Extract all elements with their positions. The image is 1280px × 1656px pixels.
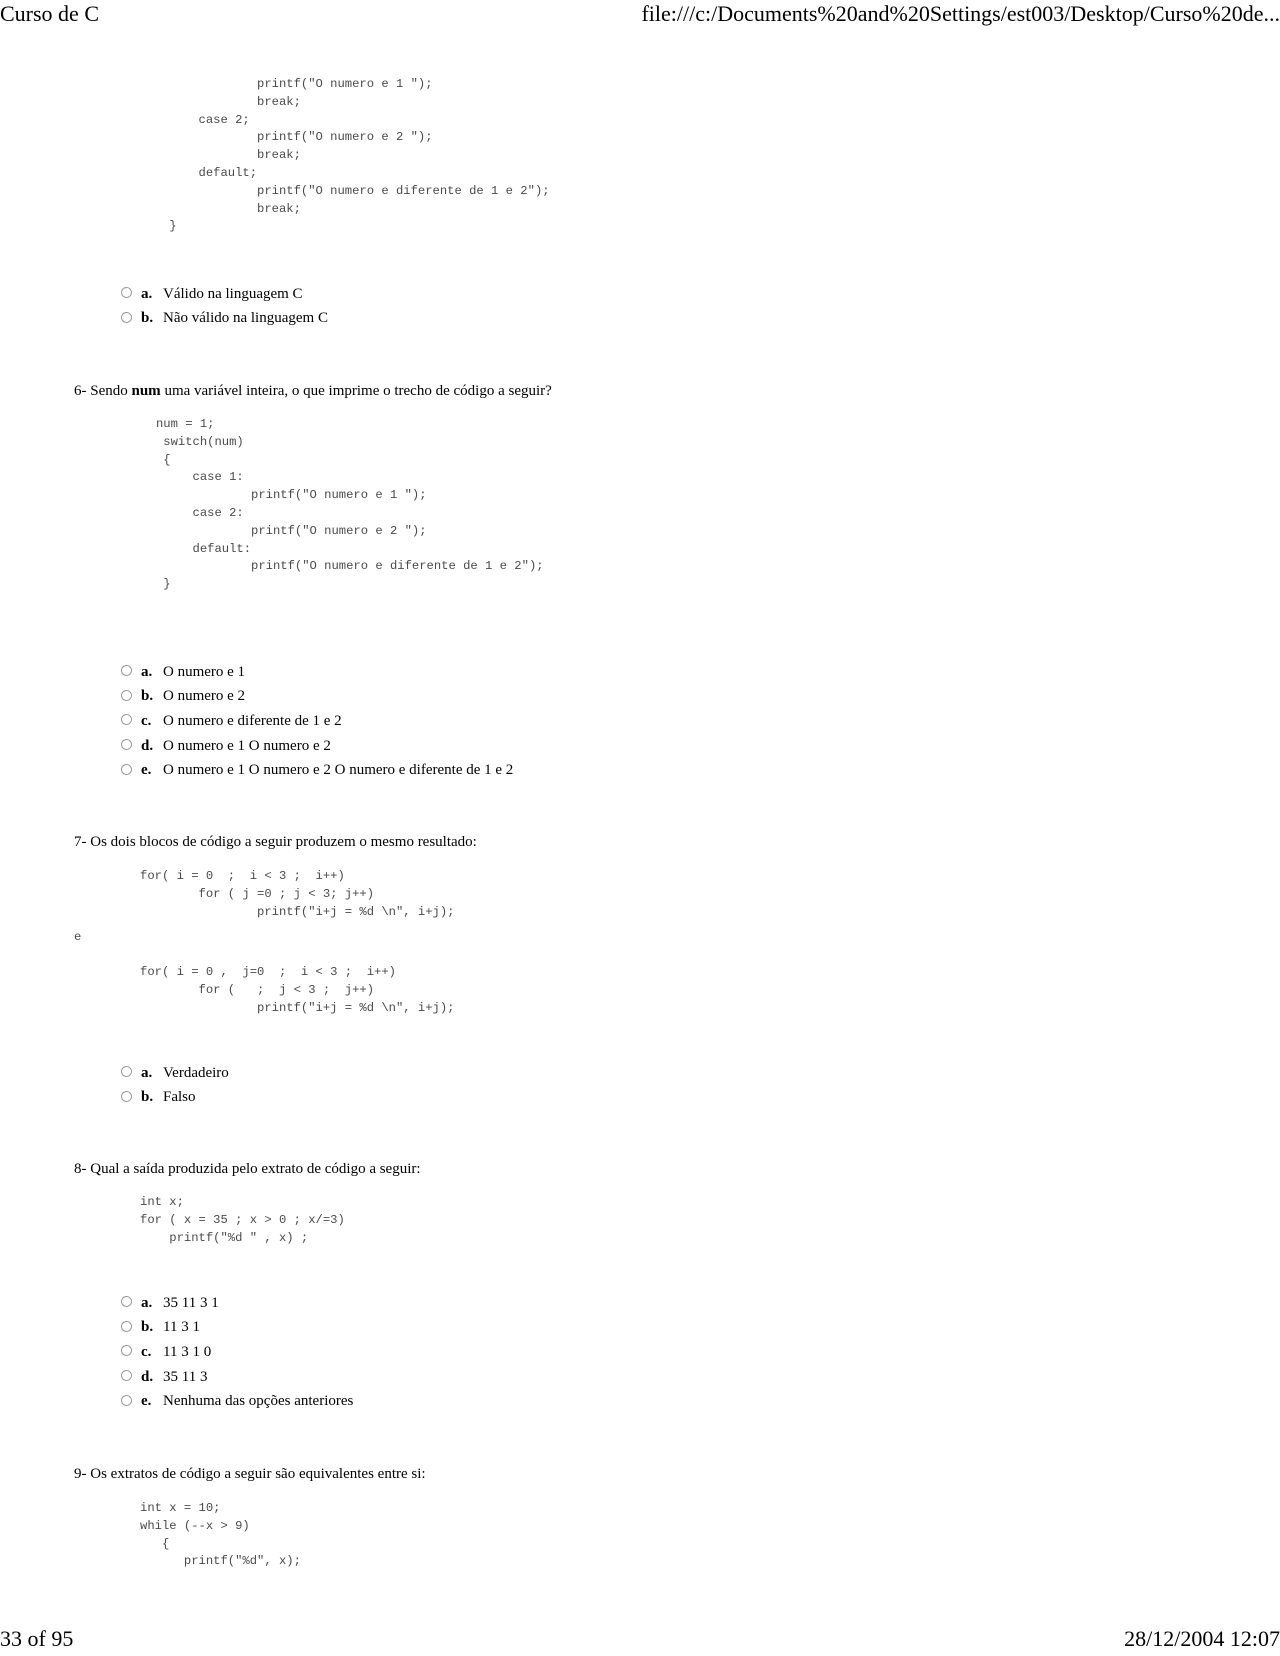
option-letter: a. xyxy=(141,663,153,680)
option-letter: e. xyxy=(141,1393,152,1410)
option-text: Falso xyxy=(163,1089,196,1106)
option-q6-d[interactable] xyxy=(121,734,513,759)
option-letter: e. xyxy=(141,762,152,779)
q7-code-block-1: for( i = 0 ; i < 3 ; i++) for ( j =0 ; j < 3; j++) printf("i+j = %d \n", i+j); xyxy=(140,869,455,919)
q6-code-block: num = 1; switch(num) { case 1: printf("O numero e 1 "); case 2: printf("O numero e 2 "); default: printf("O numero e diferente de 1 e 2"); } xyxy=(155,417,544,592)
option-text: 35 11 3 1 xyxy=(163,1294,219,1311)
question-6-prefix: 6- Sendo xyxy=(74,383,132,399)
option-text: O numero e 1 O numero e 2 O numero e diferente de 1 e 2 xyxy=(163,762,514,779)
option-text: Nenhuma das opções anteriores xyxy=(163,1393,354,1410)
option-q8-a[interactable] xyxy=(121,1291,353,1316)
radio-button[interactable] xyxy=(121,665,132,676)
q6-options xyxy=(121,660,513,783)
option-text: Verdadeiro xyxy=(163,1064,229,1081)
option-text: 11 3 1 0 xyxy=(163,1343,212,1360)
q5-options xyxy=(121,282,328,331)
question-8: 8- Qual a saída produzida pelo extrato de código a seguir: xyxy=(74,1161,421,1177)
option-letter: b. xyxy=(141,1319,154,1336)
option-q6-c[interactable] xyxy=(121,709,513,734)
q7-code-block-2: for( i = 0 , j=0 ; i < 3 ; i++) for ( ; j < 3 ; j++) printf("i+j = %d \n", i+j); xyxy=(140,965,455,1015)
option-text: O numero e diferente de 1 e 2 xyxy=(163,712,342,729)
option-letter: a. xyxy=(141,285,153,302)
radio-button[interactable] xyxy=(121,714,132,725)
question-6 xyxy=(74,382,552,400)
option-q8-b[interactable] xyxy=(121,1316,353,1341)
q8-options xyxy=(121,1291,353,1414)
option-q5-a[interactable] xyxy=(121,282,328,307)
q7-separator: e xyxy=(74,930,82,944)
option-q6-e[interactable] xyxy=(121,758,513,783)
q7-options xyxy=(121,1061,229,1110)
option-letter: b. xyxy=(141,688,154,705)
option-text: 35 11 3 xyxy=(163,1368,208,1385)
option-letter: c. xyxy=(141,1343,152,1360)
q5-code-block: printf("O numero e 1 "); break; case 2; printf("O numero e 2 "); break; default; printf("O numero e diferente de 1 e 2"); break; } xyxy=(169,77,550,234)
radio-button[interactable] xyxy=(121,1296,132,1307)
option-q8-c[interactable] xyxy=(121,1340,353,1365)
radio-button[interactable] xyxy=(121,287,132,298)
radio-button[interactable] xyxy=(121,1321,132,1332)
option-q7-b[interactable] xyxy=(121,1086,229,1111)
radio-button[interactable] xyxy=(121,1091,132,1102)
option-q8-d[interactable] xyxy=(121,1365,353,1390)
question-6-suffix: uma variável inteira, o que imprime o trecho de código a seguir? xyxy=(160,383,552,399)
option-letter: d. xyxy=(141,737,154,754)
header-path: file:///c:/Documents%20and%20Settings/est003/Desktop/Curso%20de... xyxy=(641,1,1280,26)
option-text: O numero e 1 O numero e 2 xyxy=(163,737,331,754)
option-letter: b. xyxy=(141,1089,154,1106)
option-q6-b[interactable] xyxy=(121,685,513,710)
q9-code-block: int x = 10; while (--x > 9) { printf("%d", x); xyxy=(140,1501,301,1569)
option-text: O numero e 1 xyxy=(163,663,246,680)
radio-button[interactable] xyxy=(121,1066,132,1077)
option-text: Não válido na linguagem C xyxy=(163,310,328,327)
option-text: Válido na linguagem C xyxy=(163,285,303,302)
option-q7-a[interactable] xyxy=(121,1061,229,1086)
radio-button[interactable] xyxy=(121,690,132,701)
radio-button[interactable] xyxy=(121,1395,132,1406)
radio-button[interactable] xyxy=(121,739,132,750)
footer-datetime: 28/12/2004 12:07 xyxy=(1124,1626,1280,1651)
option-letter: a. xyxy=(141,1294,153,1311)
header-title: Curso de C xyxy=(0,1,99,26)
option-letter: c. xyxy=(141,712,152,729)
option-letter: b. xyxy=(141,310,154,327)
option-letter: d. xyxy=(141,1368,154,1385)
radio-button[interactable] xyxy=(121,312,132,323)
option-text: 11 3 1 xyxy=(163,1319,200,1336)
question-7: 7- Os dois blocos de código a seguir produzem o mesmo resultado: xyxy=(74,834,477,850)
footer-page-number: 33 of 95 xyxy=(0,1626,74,1651)
option-letter: a. xyxy=(141,1064,153,1081)
radio-button[interactable] xyxy=(121,764,132,775)
q8-code-block: int x; for ( x = 35 ; x > 0 ; x/=3) printf("%d " , x) ; xyxy=(140,1195,345,1245)
option-q5-b[interactable] xyxy=(121,307,328,332)
question-9: 9- Os extratos de código a seguir são equivalentes entre si: xyxy=(74,1466,426,1482)
radio-button[interactable] xyxy=(121,1345,132,1356)
radio-button[interactable] xyxy=(121,1370,132,1381)
question-6-bold: num xyxy=(131,383,161,399)
option-q6-a[interactable] xyxy=(121,660,513,685)
option-q8-e[interactable] xyxy=(121,1389,353,1414)
option-text: O numero e 2 xyxy=(163,688,246,705)
